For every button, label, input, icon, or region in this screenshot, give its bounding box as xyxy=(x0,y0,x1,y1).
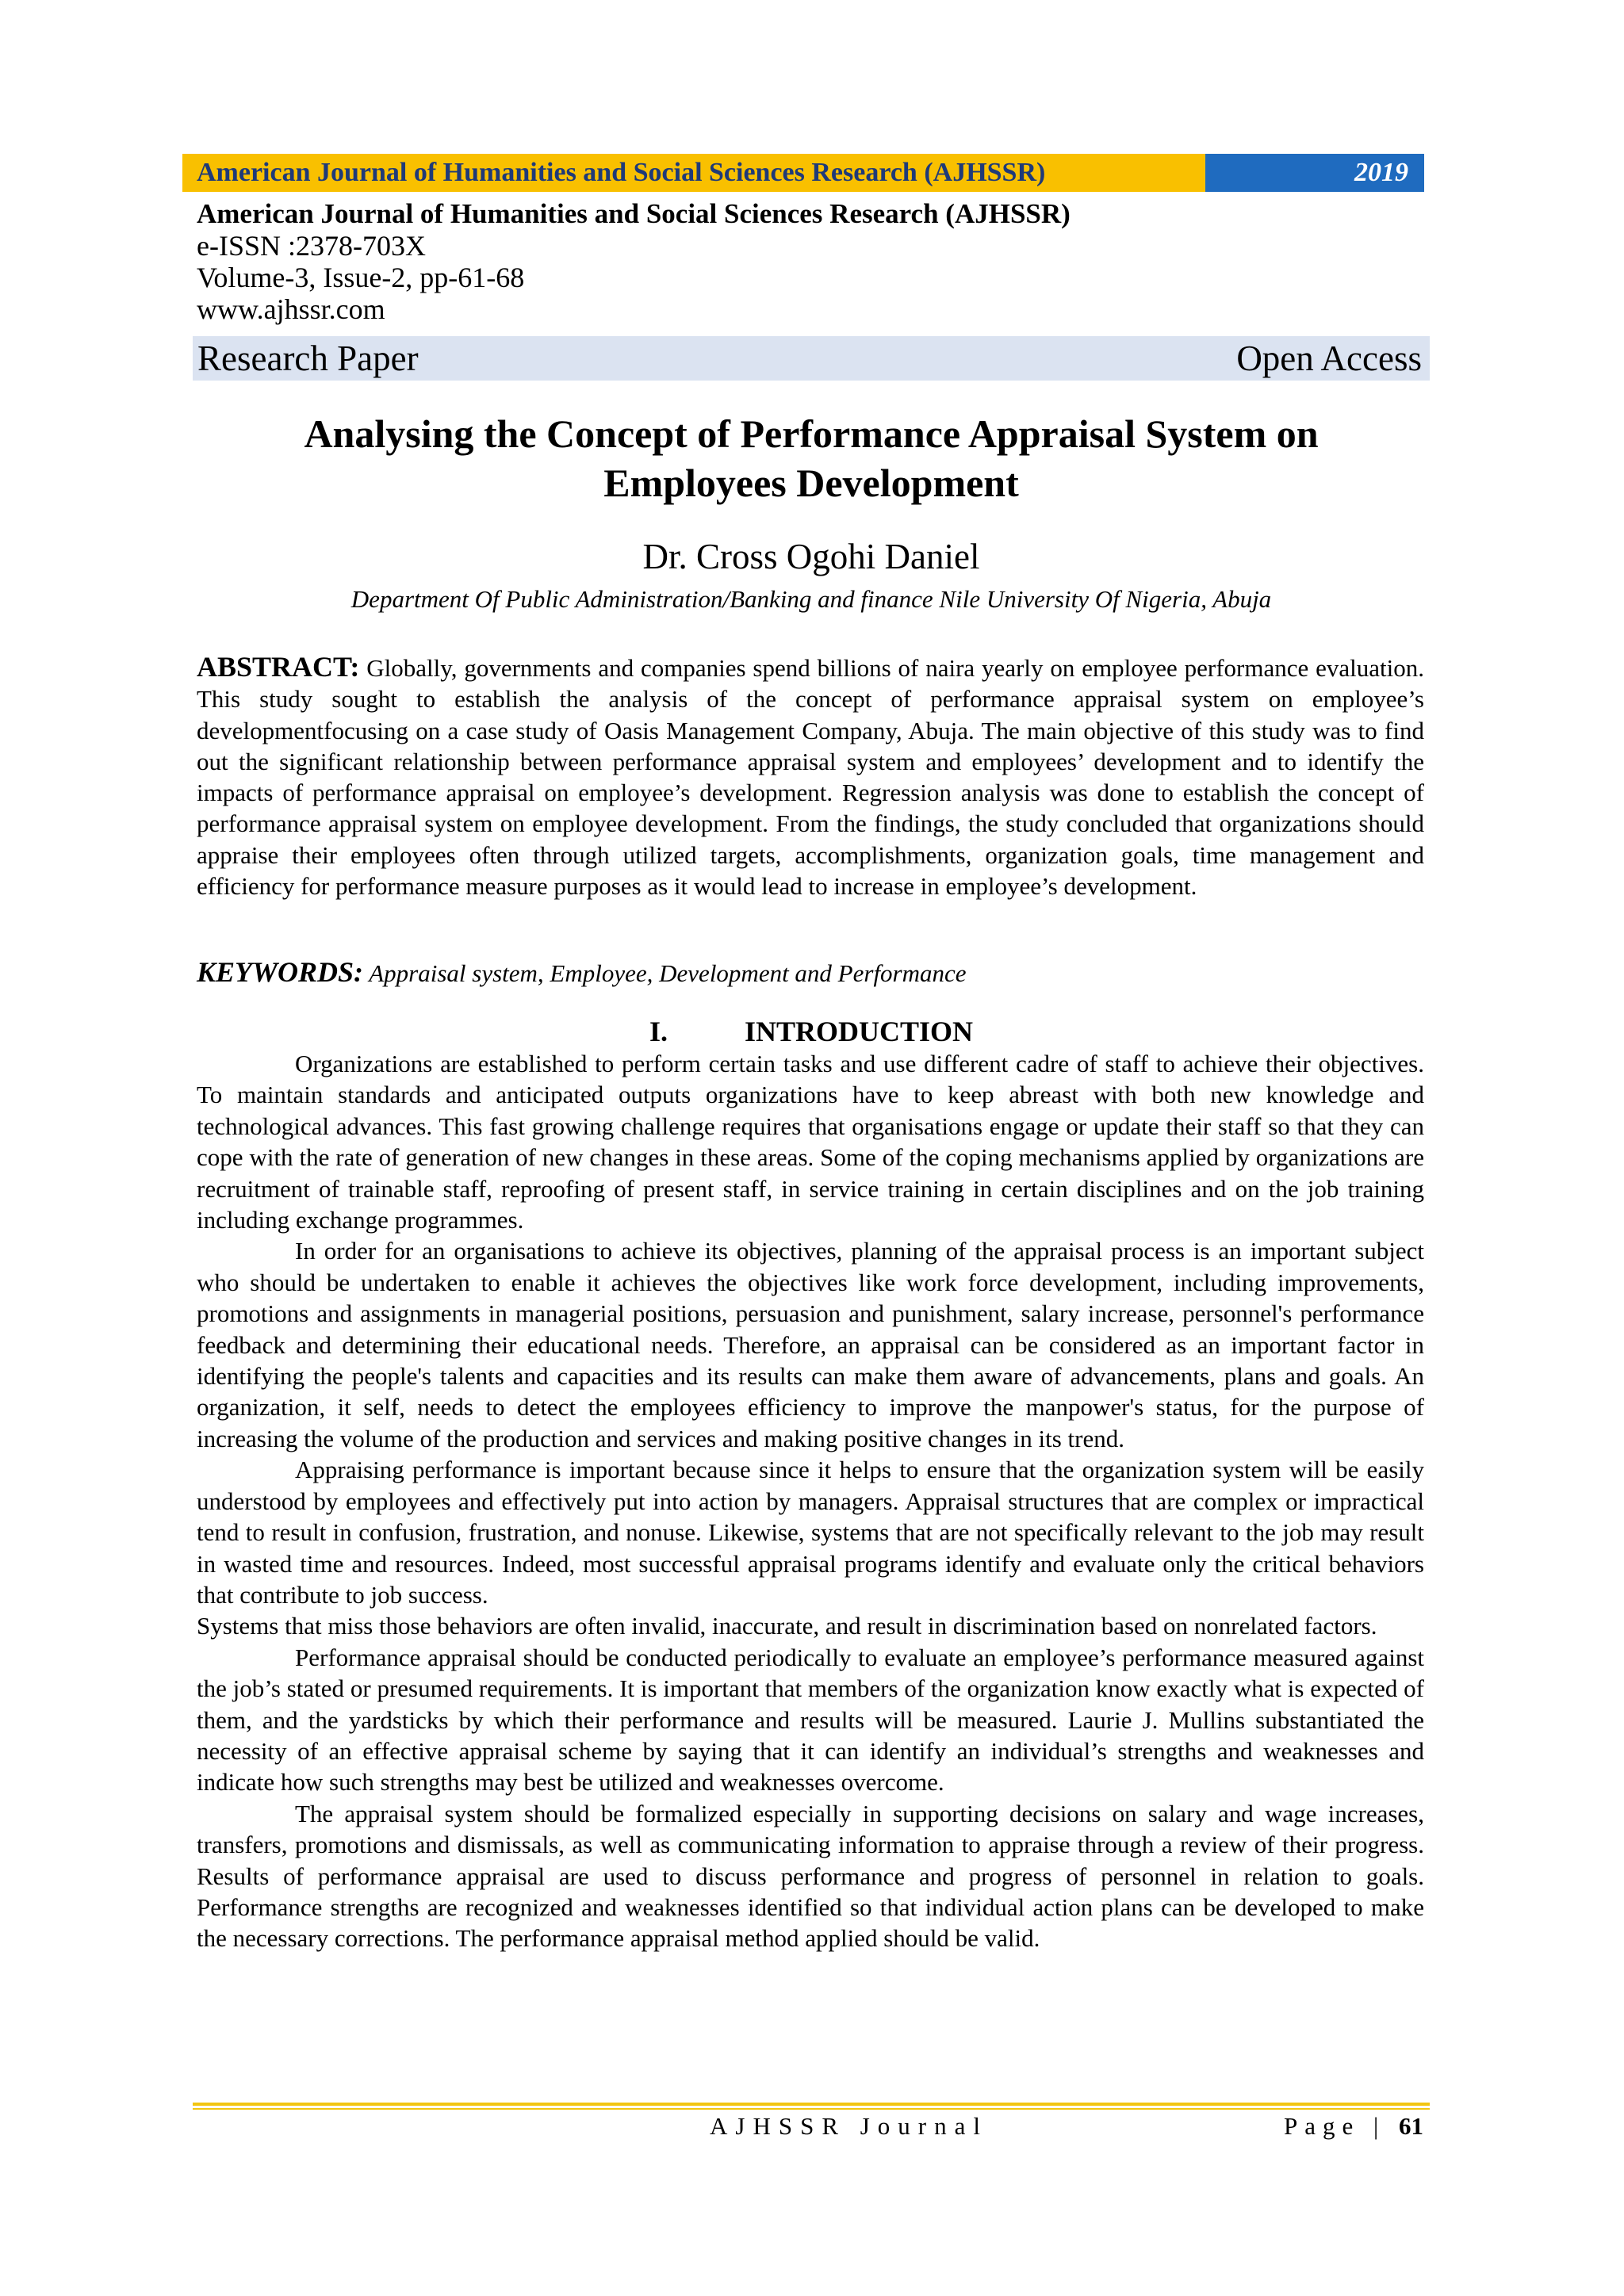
keywords xyxy=(197,955,1424,989)
footer-rule-thick xyxy=(193,2103,1430,2106)
paragraph: The appraisal system should be formalized especially in supporting decisions on salary and wage increases, transfers, promotions and dismissals, as well as communicating information to appraise through a review of their progress. Results of performance appraisal are used to discuss performance and progress of personnel in relation to goals. Performance strengths are recognized and weaknesses identified so that individual action plans can be developed to make the necessary corrections. The performance appraisal method applied should be valid. xyxy=(197,1799,1424,1953)
title-line-2: Employees Development xyxy=(603,461,1019,505)
author-affiliation: Department Of Public Administration/Banking and finance Nile University Of Nigeria, Abuja xyxy=(350,585,1272,613)
paper-type-label: Research Paper xyxy=(197,339,419,378)
footer-page-number: 61 xyxy=(1399,2112,1423,2140)
paper-type-bar xyxy=(193,336,1430,381)
footer-rule-thin xyxy=(193,2108,1430,2110)
journal-meta xyxy=(197,198,1418,325)
footer-page-label: Page | xyxy=(1284,2112,1386,2140)
abstract xyxy=(197,652,1424,901)
meta-journal-name: American Journal of Humanities and Social Sciences Research (AJHSSR) xyxy=(197,198,1071,229)
title-line-1: Analysing the Concept of Performance Appraisal System on xyxy=(304,411,1319,456)
section-heading xyxy=(182,1015,1440,1048)
abstract-label: ABSTRACT: xyxy=(197,651,360,683)
paragraph: Performance appraisal should be conducted periodically to evaluate an employee’s performance measured against the job’s stated or presumed requirements. It is important that members of the organization know exactly what is expected of them, and the yardsticks by which their performance and results will be measured. Laurie J. Mullins substantiated the necessity of an effective appraisal scheme by saying that it can identify an individual’s strengths and weaknesses and indicate how such strengths may best be utilized and weaknesses overcome. xyxy=(197,1643,1424,1797)
section-title: INTRODUCTION xyxy=(744,1016,974,1047)
footer-page xyxy=(1284,2112,1423,2141)
paragraph: Systems that miss those behaviors are often invalid, inaccurate, and result in discrimination based on nonrelated factors. xyxy=(197,1612,1377,1640)
author-name: Dr. Cross Ogohi Daniel xyxy=(642,537,980,576)
meta-volume: Volume-3, Issue-2, pp-61-68 xyxy=(197,262,525,293)
meta-website[interactable]: www.ajhssr.com xyxy=(197,293,385,325)
paragraph: In order for an organisations to achieve its objectives, planning of the appraisal process is an important subject who should be undertaken to enable it achieves the objectives like work force development, including improvements, promotions and assignments in managerial positions, persuasion and punishment, salary increase, personnel's performance feedback and determining their educational needs. Therefore, an appraisal can be considered as an important factor in identifying the people's talents and capacities and its results can make them aware of advancements, plans and goals. An organization, it self, needs to detect the employees efficiency to improve the manpower's status, for the purpose of increasing the volume of the production and services and making positive changes in its trend. xyxy=(197,1237,1424,1452)
abstract-text: Globally, governments and companies spend billions of naira yearly on employee performance evaluation. This study sought to establish the analysis of the concept of performance appraisal system on employee’s developmentfocusing on a case study of Oasis Management Company, Abuja. The main objective of this study was to find out the significant relationship between performance appraisal system and employees’ development and to identify the impacts of performance appraisal on employee’s development. Regression analysis was done to establish the concept of performance appraisal system on employee development. From the findings, the study concluded that organizations should appraise their employees often through utilized targets, accomplishments, organization goals, time management and efficiency for performance measure purposes as it would lead to increase in employee’s development. xyxy=(197,654,1424,901)
introduction-body xyxy=(197,1048,1424,1954)
paragraph: Organizations are established to perform certain tasks and use different cadre of staff to achieve their objectives. To maintain standards and anticipated outputs organizations have to keep abreast with both new knowledge and technological advances. This fast growing challenge requires that organisations engage or update their staff so that they can cope with the rate of generation of new changes in these areas. Some of the coping mechanisms applied by organizations are recruitment of trainable staff, reproofing of present staff, in service training in certain disciplines and on the job training including exchange programmes. xyxy=(197,1050,1424,1234)
section-number: I. xyxy=(649,1016,668,1047)
meta-issn: e-ISSN :2378-703X xyxy=(197,230,426,262)
keywords-text: Appraisal system, Employee, Development and Performance xyxy=(369,959,967,987)
header-journal-title: American Journal of Humanities and Social Sciences Research (AJHSSR) xyxy=(182,154,1205,192)
keywords-label: KEYWORDS: xyxy=(197,956,364,988)
footer-journal: AJHSSR Journal xyxy=(710,2112,989,2140)
header-year: 2019 xyxy=(1205,154,1424,192)
paragraph: Appraising performance is important because since it helps to ensure that the organization system will be easily understood by employees and effectively put into action by managers. Appraisal structures that are complex or impractical tend to result in confusion, frustration, and nonuse. Likewise, systems that are not specifically relevant to the job may result in wasted time and resources. Indeed, most successful appraisal programs identify and evaluate only the critical behaviors that contribute to job success. xyxy=(197,1456,1424,1609)
access-label: Open Access xyxy=(1236,339,1422,378)
journal-header-band xyxy=(182,154,1424,192)
article-title xyxy=(182,409,1440,507)
